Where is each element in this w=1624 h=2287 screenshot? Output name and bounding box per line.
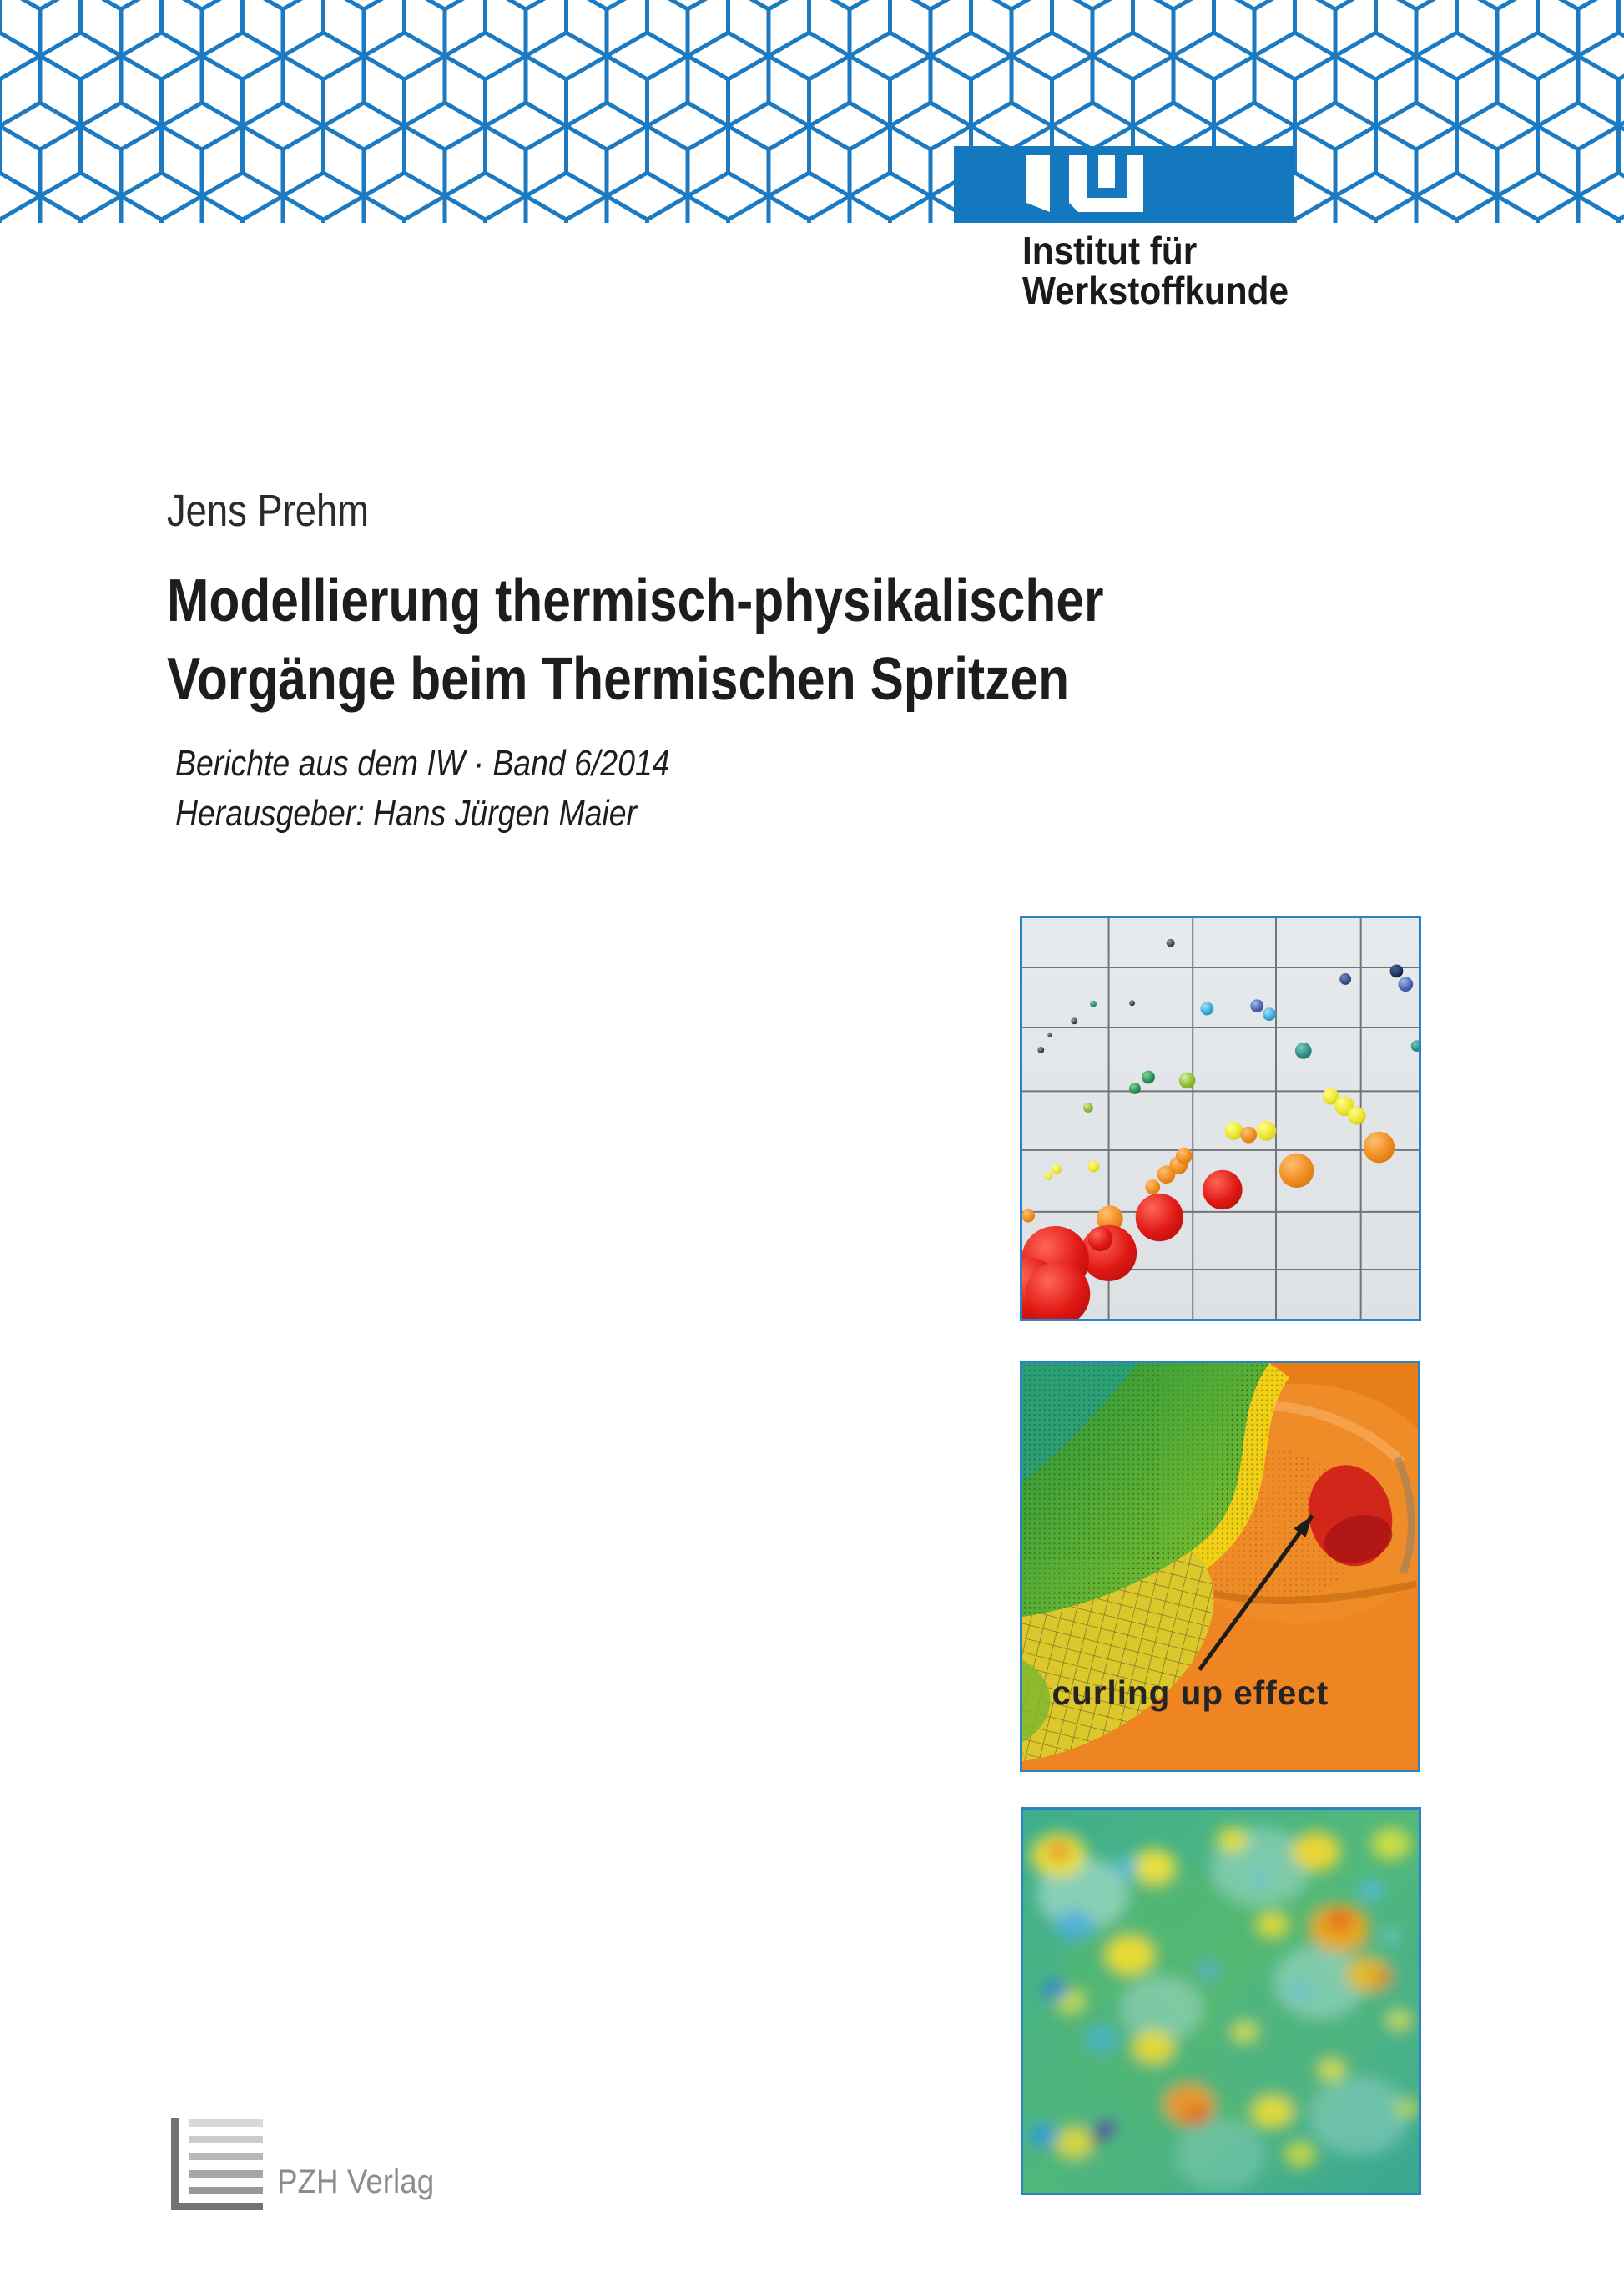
cube-pattern-band (0, 0, 1624, 223)
surface-map-svg (1023, 1810, 1419, 2193)
cover-image-surface-map (1021, 1807, 1421, 2195)
author-name: Jens Prehm (167, 486, 370, 536)
institute-line1: Institut für (1022, 229, 1198, 272)
fem-annotation-label: curling up effect (1052, 1673, 1329, 1712)
book-title-line1: Modellierung thermisch-physikalischer (167, 568, 1104, 634)
publisher-name: PZH Verlag (277, 2163, 435, 2200)
editor-info: Herausgeber: Hans Jürgen Maier (175, 793, 637, 834)
series-info: Berichte aus dem IW · Band 6/2014 (175, 743, 670, 784)
iw-logo-band (954, 146, 1294, 223)
publisher-logo (171, 2118, 263, 2212)
series-block (175, 739, 757, 839)
book-title (167, 562, 1282, 719)
cover-image-fem-splat (1020, 1361, 1420, 1772)
publisher-logo-angle (171, 2118, 263, 2210)
cover-image-bubble-chart (1020, 916, 1421, 1321)
institute-name (1022, 230, 1312, 310)
publisher-logo-bars (189, 2119, 263, 2194)
fem-splat-svg (1022, 1363, 1418, 1770)
institute-line2: Werkstoffkunde (1022, 269, 1289, 312)
bubble-plot-svg (1022, 918, 1419, 1319)
book-title-line2: Vorgänge beim Thermischen Spritzen (167, 646, 1070, 713)
